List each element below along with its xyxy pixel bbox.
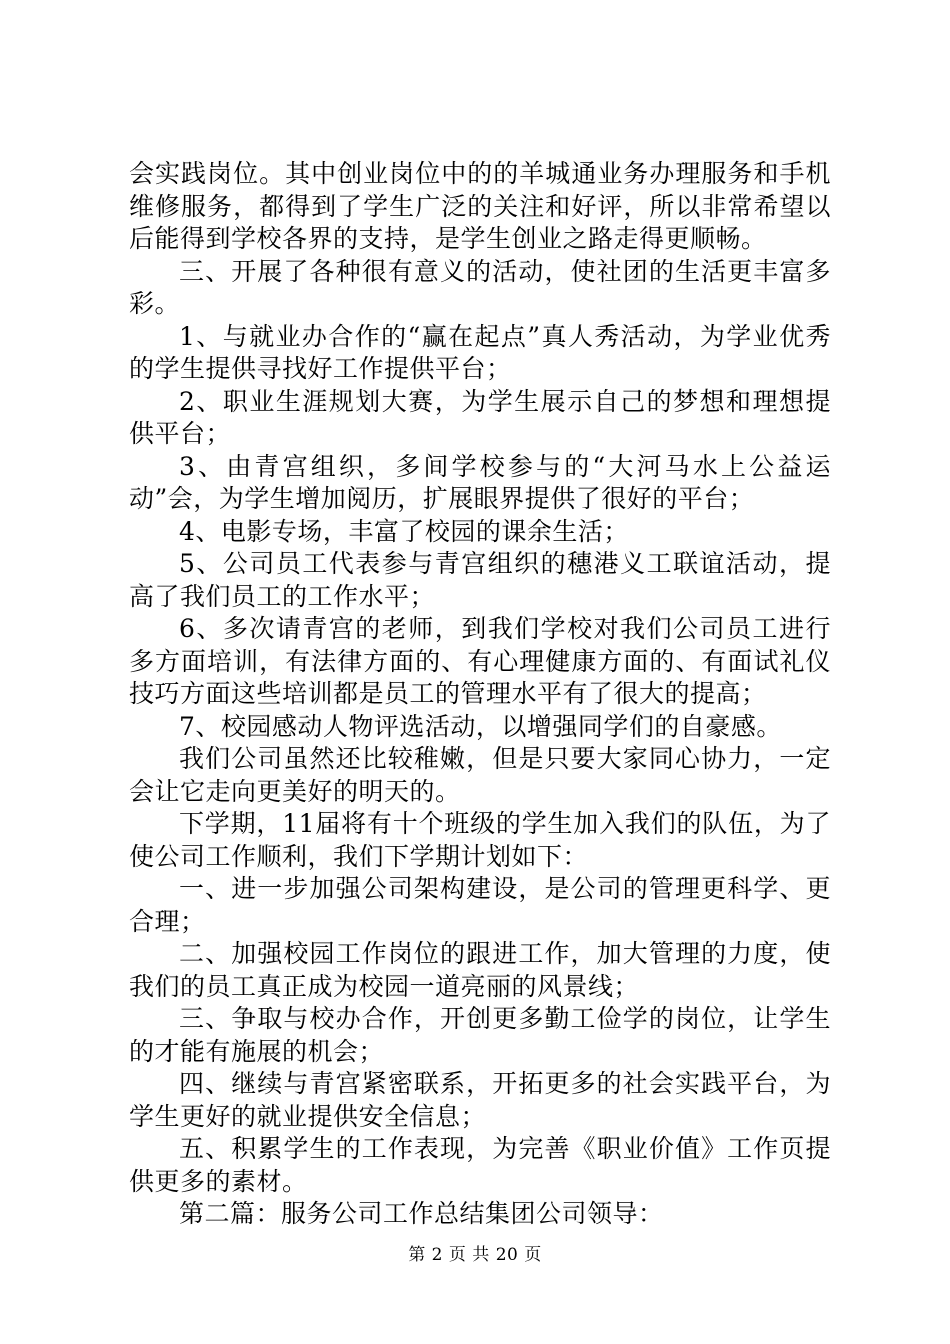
paragraph-next-term-intro: 下学期，11届将有十个班级的学生加入我们的队伍，为了使公司工作顺利，我们下学期计划如下： <box>129 809 831 871</box>
paragraph-plan-2: 二、加强校园工作岗位的跟进工作，加大管理的力度，使我们的员工真正成为校园一道亮丽的风景线； <box>129 939 831 1001</box>
paragraph-second-article-heading: 第二篇：服务公司工作总结集团公司领导： <box>179 1199 664 1228</box>
paragraph-plan-1: 一、进一步加强公司架构建设，是公司的管理更科学、更合理； <box>129 874 831 936</box>
paragraph-plan-3: 三、争取与校办合作，开创更多勤工俭学的岗位，让学生的才能有施展的机会； <box>129 1004 831 1066</box>
paragraph-plan-5: 五、积累学生的工作表现，为完善《职业价值》工作页提供更多的素材。 <box>129 1134 831 1196</box>
paragraph-intro: 会实践岗位。其中创业岗位中的的羊城通业务办理服务和手机维修服务，都得到了学生广泛的关注和好评，所以非常希望以后能得到学校各界的支持，是学生创业之路走得更顺畅。 <box>129 159 831 253</box>
paragraph-item-1: 1、与就业办合作的“赢在起点”真人秀活动，为学业优秀的学生提供寻找好工作提供平台； <box>129 321 831 383</box>
paragraph-closing-remark: 我们公司虽然还比较稚嫩，但是只要大家同心协力，一定会让它走向更美好的明天的。 <box>129 744 831 806</box>
paragraph-item-3: 3、由青宫组织，多间学校参与的“大河马水上公益运动”会，为学生增加阅历，扩展眼界提供了很好的平台； <box>129 451 831 513</box>
paragraph-item-5: 5、公司员工代表参与青宫组织的穗港义工联谊活动，提高了我们员工的工作水平； <box>129 549 831 611</box>
paragraph-item-4: 4、电影专场，丰富了校园的课余生活； <box>179 516 629 546</box>
paragraph-item-6: 6、多次请青宫的老师，到我们学校对我们公司员工进行多方面培训，有法律方面的、有心理健康方面的、有面试礼仪技巧方面这些培训都是员工的管理水平有了很大的提高； <box>129 614 831 708</box>
paragraph-item-7: 7、校园感动人物评选活动，以增强同学们的自豪感。 <box>179 711 782 741</box>
paragraph-plan-4: 四、继续与青宫紧密联系，开拓更多的社会实践平台，为学生更好的就业提供安全信息； <box>129 1069 831 1131</box>
document-body <box>129 158 831 1231</box>
paragraph-item-2: 2、职业生涯规划大赛，为学生展示自己的梦想和理想提供平台； <box>129 386 831 448</box>
paragraph-section-three: 三、开展了各种很有意义的活动，使社团的生活更丰富多彩。 <box>129 256 831 318</box>
page-number-footer: 第 2 页 共 20 页 <box>408 1245 542 1265</box>
